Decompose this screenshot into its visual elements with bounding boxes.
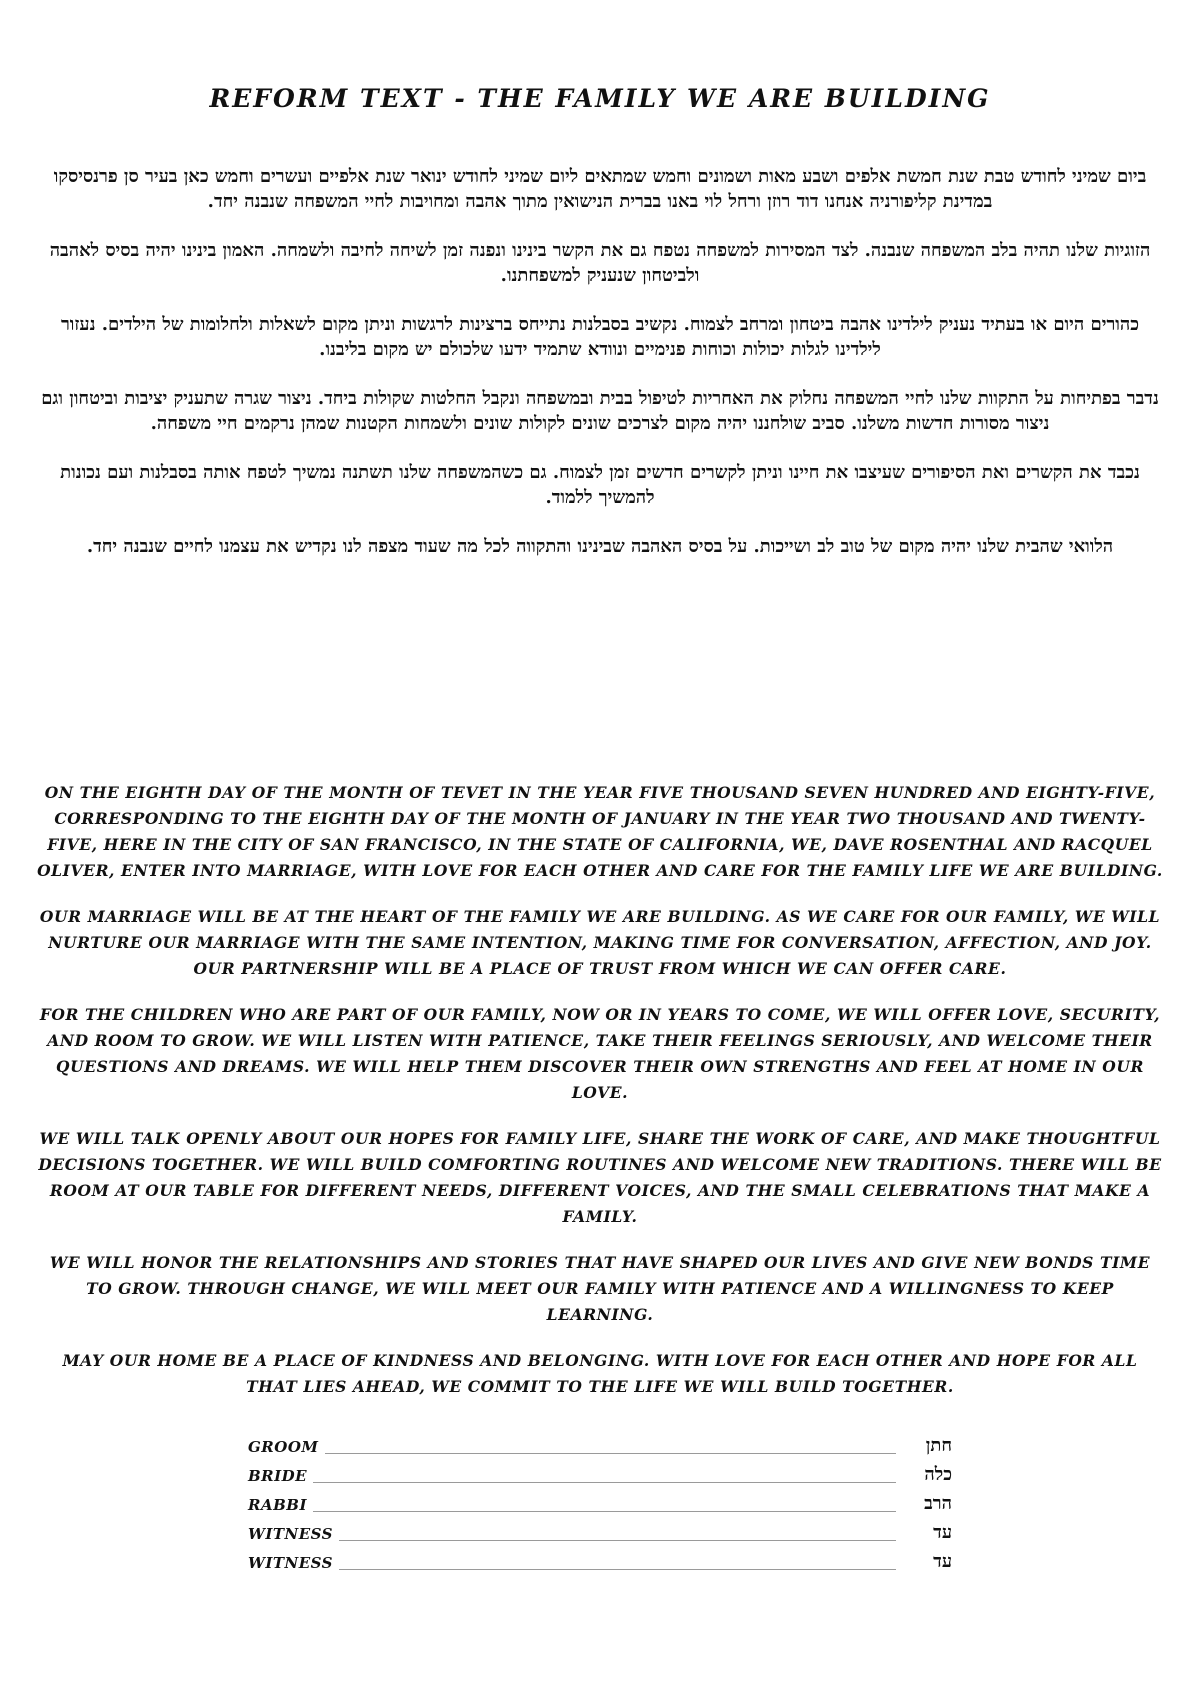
signature-label-en: BRIDE [248, 1467, 308, 1485]
document-title: REFORM TEXT - THE FAMILY WE ARE BUILDING [209, 84, 991, 113]
signature-line[interactable] [339, 1526, 896, 1541]
english-paragraph: MAY OUR HOME BE A PLACE OF KINDNESS AND BELONGING. WITH LOVE FOR EACH OTHER AND HOPE FOR ALL THAT LIES AHEAD, WE COMMIT TO THE LIFE WE WILL BUILD TOGETHER. [62, 1351, 1138, 1396]
signature-line[interactable] [313, 1468, 896, 1483]
signature-label-en: WITNESS [248, 1525, 334, 1543]
hebrew-paragraph: הלוואי שהבית שלנו יהיה מקום של טוב לב ושייכות. על בסיס האהבה שבינינו והתקווה לכל מה שעוד מצפה לנו נקדיש את עצמנו לחיים שנבנה יחד. [86, 536, 1114, 557]
english-paragraph: WE WILL HONOR THE RELATIONSHIPS AND STORIES THAT HAVE SHAPED OUR LIVES AND GIVE NEW BONDS TIME TO GROW. THROUGH CHANGE, WE WILL MEET OUR FAMILY WITH PATIENCE AND A WILLINGNESS TO KEEP LEARNING. [49, 1253, 1151, 1324]
english-paragraph: ON THE EIGHTH DAY OF THE MONTH OF TEVET IN THE YEAR FIVE THOUSAND SEVEN HUNDRED AND EIGHTY-FIVE, CORRESPONDING TO THE EIGHTH DAY OF THE MONTH OF JANUARY IN THE YEAR TWO THOUSAND AND TWENTY-FIVE, HERE IN THE CITY OF SAN FRANCISCO, IN THE STATE OF CALIFORNIA, WE, DAVE ROSENTHAL AND RACQUEL OLIVER, ENTER INTO MARRIAGE, WITH LOVE FOR EACH OTHER AND CARE FOR THE FAMILY LIFE WE ARE BUILDING. [37, 783, 1163, 880]
english-paragraph: OUR MARRIAGE WILL BE AT THE HEART OF THE FAMILY WE ARE BUILDING. AS WE CARE FOR OUR FAMILY, WE WILL NURTURE OUR MARRIAGE WITH THE SAME INTENTION, MAKING TIME FOR CONVERSATION, AFFECTION, AND JOY. OUR PARTNERSHIP WILL BE A PLACE OF TRUST FROM WHICH WE CAN OFFER CARE. [39, 907, 1161, 978]
signature-row-witness-2 [248, 1544, 952, 1573]
signature-label-he: חתן [925, 1435, 952, 1456]
signature-label-he: עד [933, 1522, 952, 1543]
hebrew-paragraph: ביום שמיני לחודש טבת שנת חמשת אלפים ושבע מאות ושמונים וחמש שמתאים ליום שמיני לחודש ינואר שנת אלפיים ועשרים וחמש כאן בעיר סן פרנסיסקו במדינת קליפורניה אנחנו דוד רוזן ורחל לוי באנו בברית הנישואין מתוך אהבה ומחויבות לחיי המשפחה שנבנה יחד. [53, 166, 1147, 212]
signature-label-en: WITNESS [248, 1554, 334, 1572]
signature-line[interactable] [339, 1555, 896, 1570]
signature-line[interactable] [313, 1497, 896, 1512]
hebrew-paragraph: נכבד את הקשרים ואת הסיפורים שעיצבו את חיינו וניתן לקשרים חדשים זמן לצמוח. גם כשהמשפחה שלנו תשתנה נמשיך לטפח אותה בסבלנות ועם נכונות להמשיך ללמוד. [60, 462, 1140, 508]
signature-label-en: GROOM [248, 1438, 319, 1456]
hebrew-paragraph: כהורים היום או בעתיד נעניק לילדינו אהבה ביטחון ומרחב לצמוח. נקשיב בסבלנות נתייחס ברצינות לרגשות וניתן מקום לשאלות ולחלומות של הילדים. נעזור לילדינו לגלות יכולות וכוחות פנימיים ונוודא שתמיד ידעו שלכולם יש מקום בליבנו. [60, 314, 1140, 360]
english-paragraph: FOR THE CHILDREN WHO ARE PART OF OUR FAMILY, NOW OR IN YEARS TO COME, WE WILL OFFER LOVE, SECURITY, AND ROOM TO GROW. WE WILL LISTEN WITH PATIENCE, TAKE THEIR FEELINGS SERIOUSLY, AND WELCOME THEIR QUESTIONS AND DREAMS. WE WILL HELP THEM DISCOVER THEIR OWN STRENGTHS AND FEEL AT HOME IN OUR LOVE. [39, 1005, 1161, 1102]
signature-line[interactable] [325, 1439, 896, 1454]
english-text-block [34, 780, 1166, 1420]
signature-row-witness-1 [248, 1515, 952, 1544]
signature-row-groom [248, 1428, 952, 1457]
signature-label-he: עד [933, 1551, 952, 1572]
hebrew-paragraph: נדבר בפתיחות על התקוות שלנו לחיי המשפחה נחלוק את האחריות לטיפול בבית ובמשפחה ונקבל החלטות שקולות ביחד. ניצור שגרה שתעניק יציבות וביטחון וגם ניצור מסורות חדשות משלנו. סביב שולחננו יהיה מקום לצרכים שונים לקולות שונים ולשמחות הקטנות שמהן נרקמים חיי משפחה. [41, 388, 1159, 434]
signature-label-en: RABBI [248, 1496, 307, 1514]
english-paragraph: WE WILL TALK OPENLY ABOUT OUR HOPES FOR FAMILY LIFE, SHARE THE WORK OF CARE, AND MAKE THOUGHTFUL DECISIONS TOGETHER. WE WILL BUILD COMFORTING ROUTINES AND WELCOME NEW TRADITIONS. THERE WILL BE ROOM AT OUR TABLE FOR DIFFERENT NEEDS, DIFFERENT VOICES, AND THE SMALL CELEBRATIONS THAT MAKE A FAMILY. [38, 1129, 1162, 1226]
signature-row-rabbi [248, 1486, 952, 1515]
signature-row-bride [248, 1457, 952, 1486]
hebrew-paragraph: הזוגיות שלנו תהיה בלב המשפחה שנבנה. לצד המסירות למשפחה נטפח גם את הקשר בינינו ונפנה זמן לשיחה לחיבה ולשמחה. האמון בינינו יהיה בסיס לאהבה ולביטחון שנעניק למשפחתנו. [49, 240, 1151, 286]
hebrew-text-block [38, 164, 1162, 583]
signature-block [248, 1428, 952, 1573]
signature-label-he: כלה [924, 1464, 952, 1485]
signature-label-he: הרב [924, 1493, 952, 1514]
